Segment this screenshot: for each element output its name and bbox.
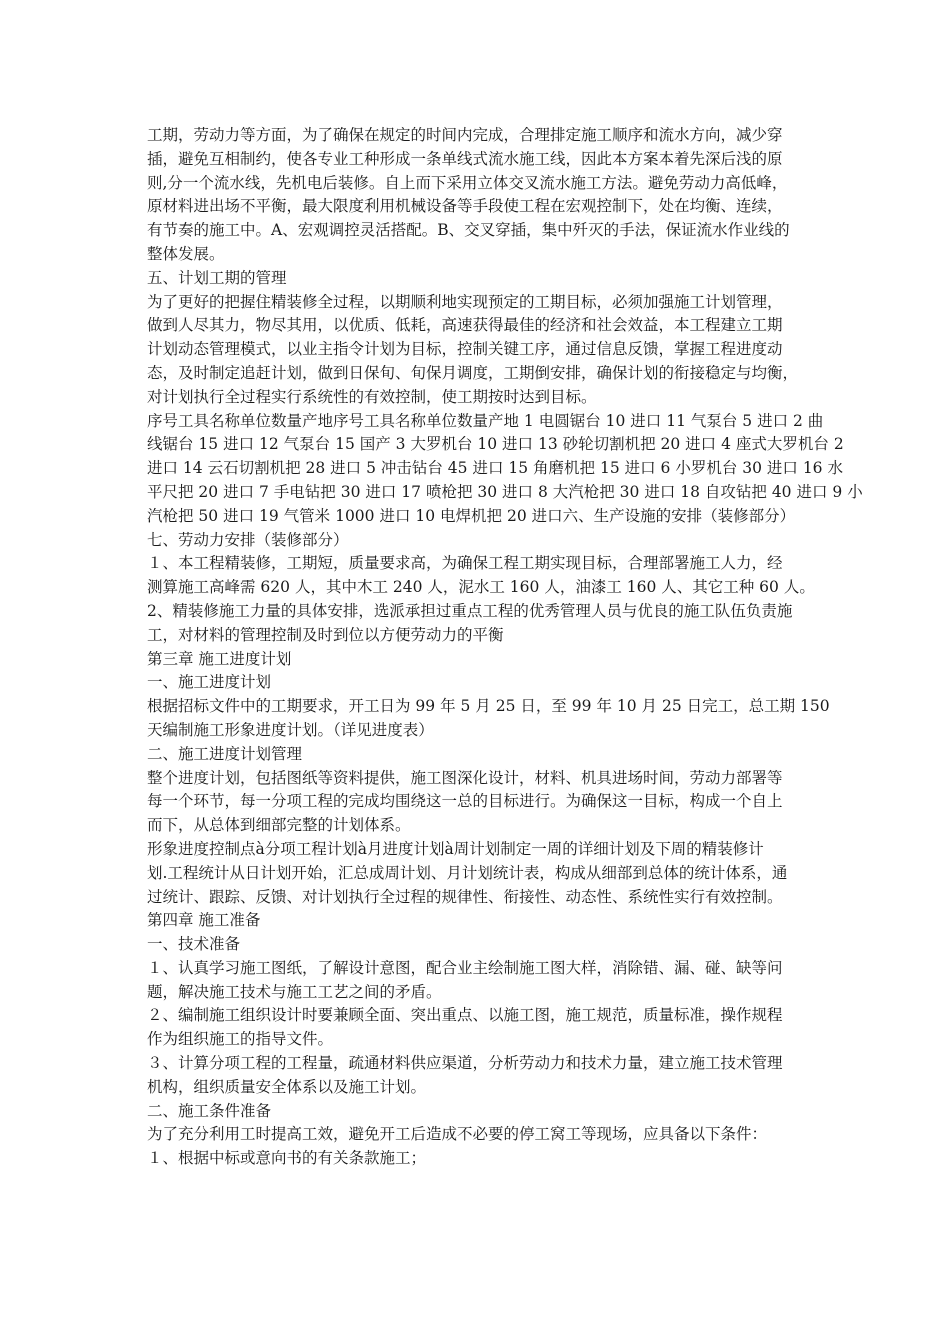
text-line: 原材料进出场不平衡，最大限度利用机械设备等手段使工程在宏观控制下，处在均衡、连续， [147, 197, 783, 216]
text-line: 工，对材料的管理控制及时到位以方便劳动力的平衡 [147, 625, 504, 644]
text-line: 对计划执行全过程实行系统性的有效控制，使工期按时达到目标。 [147, 387, 597, 406]
text-line: 形象进度控制点à分项工程计划à月进度计划à周计划制定一周的详细计划及下周的精装修计 [147, 839, 764, 858]
text-line: 做到人尽其力，物尽其用，以优质、低耗，高速获得最佳的经济和社会效益，本工程建立工期 [147, 316, 783, 335]
tool-list-line: 序号工具名称单位数量产地序号工具名称单位数量产地 1 电圆锯台 10 进口 11 气泵台 5 进口 2 曲 [147, 411, 824, 430]
section-heading: 一、技术准备 [147, 935, 241, 954]
text-line: 天编制施工形象进度计划。（详见进度表） [147, 720, 434, 739]
text-line: 插，避免互相制约，使各专业工种形成一条单线式流水施工线，因此本方案本着先深后浅的原 [147, 149, 783, 168]
text-line: １、认真学习施工图纸，了解设计意图，配合业主绘制施工图大样，消除错、漏、碰、缺等问 [147, 958, 783, 977]
section-heading: 七、劳动力安排（装修部分） [147, 530, 349, 549]
document-body [147, 124, 863, 1171]
text-line: 题，解决施工技术与施工工艺之间的矛盾。 [147, 982, 442, 1001]
text-line: 态，及时制定追赶计划，做到日保旬、旬保月调度，工期倒安排，确保计划的衔接稳定与均衡， [147, 363, 799, 382]
text-line: ２、编制施工组织设计时要兼顾全面、突出重点、以施工图，施工规范，质量标准，操作规程 [147, 1006, 783, 1025]
tool-list-line: 进口 14 云石切割机把 28 进口 5 冲击钻台 45 进口 15 角磨机把 15 进口 6 小罗机台 30 进口 16 水 [147, 459, 843, 478]
text-line: 整个进度计划，包括图纸等资料提供，施工图深化设计，材料、机具进场时间，劳动力部署等 [147, 768, 783, 787]
section-heading: 一、施工进度计划 [147, 673, 272, 692]
text-line: 测算施工高峰需 620 人，其中木工 240 人，泥水工 160 人，油漆工 160 人、其它工种 60 人。 [147, 578, 815, 597]
text-line: 整体发展。 [147, 244, 225, 263]
chapter-heading: 第四章 施工准备 [147, 911, 261, 930]
tool-list-line: 平尺把 20 进口 7 手电钻把 30 进口 17 喷枪把 30 进口 8 大汽枪把 30 进口 18 自攻钻把 40 进口 9 小 [147, 482, 863, 501]
text-line: ３、计算分项工程的工程量，疏通材料供应渠道，分析劳动力和技术力量，建立施工技术管理 [147, 1054, 783, 1073]
text-line: 过统计、跟踪、反馈、对计划执行全过程的规律性、衔接性、动态性、系统性实行有效控制。 [147, 887, 783, 906]
text-line: 而下，从总体到细部完整的计划体系。 [147, 816, 411, 835]
tool-list-line: 线锯台 15 进口 12 气泵台 15 国产 3 大罗机台 10 进口 13 砂轮切割机把 20 进口 4 座式大罗机台 2 [147, 435, 844, 454]
text-line: 为了充分利用工时提高工效，避免开工后造成不必要的停工窝工等现场，应具备以下条件： [147, 1125, 768, 1144]
text-line: １、根据中标或意向书的有关条款施工； [147, 1149, 427, 1168]
text-line: １、本工程精装修，工期短，质量要求高，为确保工程工期实现目标，合理部署施工人力，经 [147, 554, 783, 573]
text-line: 则,分一个流水线，先机电后装修。自上而下采用立体交叉流水施工方法。避免劳动力高低峰， [147, 173, 788, 192]
text-line: 为了更好的把握住精装修全过程，以期顺利地实现预定的工期目标，必须加强施工计划管理， [147, 292, 783, 311]
chapter-heading: 第三章 施工进度计划 [147, 649, 292, 668]
section-heading: 二、施工进度计划管理 [147, 744, 303, 763]
text-line: 每一个环节，每一分项工程的完成均围绕这一总的目标进行。为确保这一目标，构成一个自上 [147, 792, 783, 811]
section-heading: 二、施工条件准备 [147, 1101, 272, 1120]
text-line: 2、精装修施工力量的具体安排，选派承担过重点工程的优秀管理人员与优良的施工队伍负责施 [147, 601, 793, 620]
text-line: 根据招标文件中的工期要求，开工日为 99 年 5 月 25 日，至 99 年 10 月 25 日完工，总工期 150 [147, 697, 830, 716]
text-line: 作为组织施工的指导文件。 [147, 1030, 334, 1049]
text-line: 工期，劳动力等方面，为了确保在规定的时间内完成，合理排定施工顺序和流水方向，减少穿 [147, 126, 783, 144]
text-line: 划.工程统计从日计划开始，汇总成周计划、月计划统计表，构成从细部到总体的统计体系，通 [147, 863, 788, 882]
text-line: 有节奏的施工中。A、宏观调控灵活搭配。B、交叉穿插，集中歼灭的手法，保证流水作业线的 [147, 221, 790, 240]
tool-list-line: 汽枪把 50 进口 19 气管米 1000 进口 10 电焊机把 20 进口六、生产设施的安排（装修部分） [147, 506, 796, 525]
section-heading: 五、计划工期的管理 [147, 268, 287, 287]
text-line: 计划动态管理模式，以业主指令计划为目标，控制关键工序，通过信息反馈，掌握工程进度动 [147, 340, 783, 359]
text-line: 机构，组织质量安全体系以及施工计划。 [147, 1077, 427, 1096]
